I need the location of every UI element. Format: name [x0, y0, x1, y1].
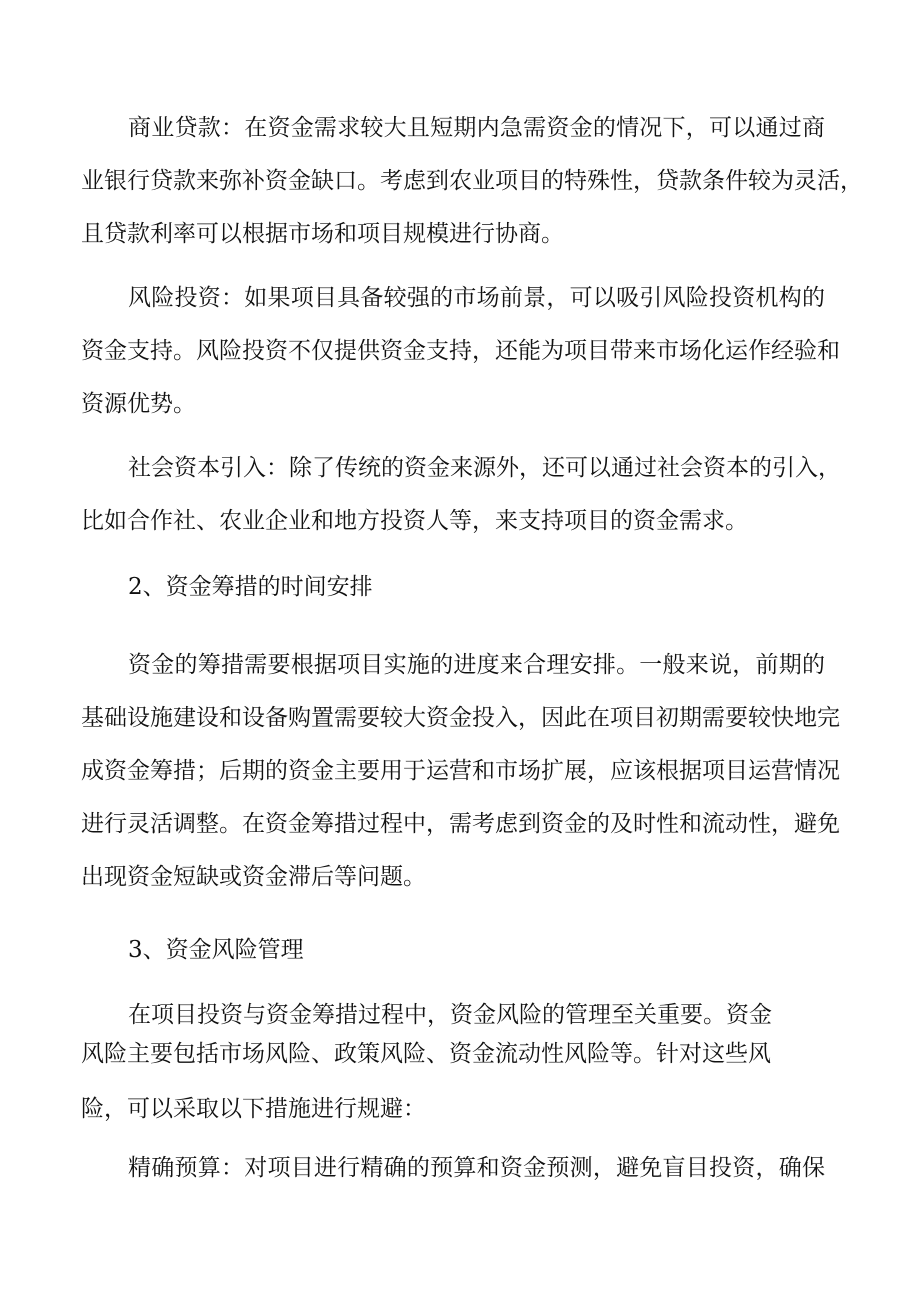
paragraph-commercial-loan-line-1: 商业贷款：在资金需求较大且短期内急需资金的情况下，可以通过商 [128, 115, 825, 141]
paragraph-venture-capital-line-2: 资金支持。风险投资不仅提供资金支持，还能为项目带来市场化运作经验和 [81, 338, 840, 364]
paragraph-timing-line-1: 资金的筹措需要根据项目实施的进度来合理安排。一般来说，前期的 [128, 652, 825, 678]
paragraph-social-capital-line-2: 比如合作社、农业企业和地方投资人等，来支持项目的资金需求。 [81, 508, 748, 534]
section-heading-3: 3、资金风险管理 [128, 937, 304, 963]
paragraph-social-capital-line-1: 社会资本引入：除了传统的资金来源外，还可以通过社会资本的引入， [128, 455, 841, 481]
paragraph-risk-mgmt-line-2: 风险主要包括市场风险、政策风险、资金流动性风险等。针对这些风 [81, 1041, 771, 1067]
paragraph-timing-line-4: 进行灵活调整。在资金筹措过程中，需考虑到资金的及时性和流动性，避免 [81, 811, 840, 837]
paragraph-timing-line-3: 成资金筹措；后期的资金主要用于运营和市场扩展，应该根据项目运营情况 [81, 758, 840, 784]
paragraph-risk-mgmt-line-1: 在项目投资与资金筹措过程中，资金风险的管理至关重要。资金 [128, 1002, 772, 1028]
paragraph-commercial-loan-line-2: 业银行贷款来弥补资金缺口。考虑到农业项目的特殊性，贷款条件较为灵活， [81, 168, 863, 194]
paragraph-venture-capital-line-1: 风险投资：如果项目具备较强的市场前景，可以吸引风险投资机构的 [128, 285, 825, 311]
paragraph-precise-budget-line-1: 精确预算：对项目进行精确的预算和资金预测，避免盲目投资，确保 [128, 1155, 825, 1181]
paragraph-commercial-loan-line-3: 且贷款利率可以根据市场和项目规模进行协商。 [81, 221, 564, 247]
paragraph-timing-line-2: 基础设施建设和设备购置需要较大资金投入，因此在项目初期需要较快地完 [81, 705, 840, 731]
paragraph-venture-capital-line-3: 资源优势。 [81, 391, 196, 417]
paragraph-risk-mgmt-line-3: 险，可以采取以下措施进行规避： [81, 1096, 426, 1122]
paragraph-timing-line-5: 出现资金短缺或资金滞后等问题。 [81, 864, 426, 890]
section-heading-2: 2、资金筹措的时间安排 [128, 574, 373, 600]
